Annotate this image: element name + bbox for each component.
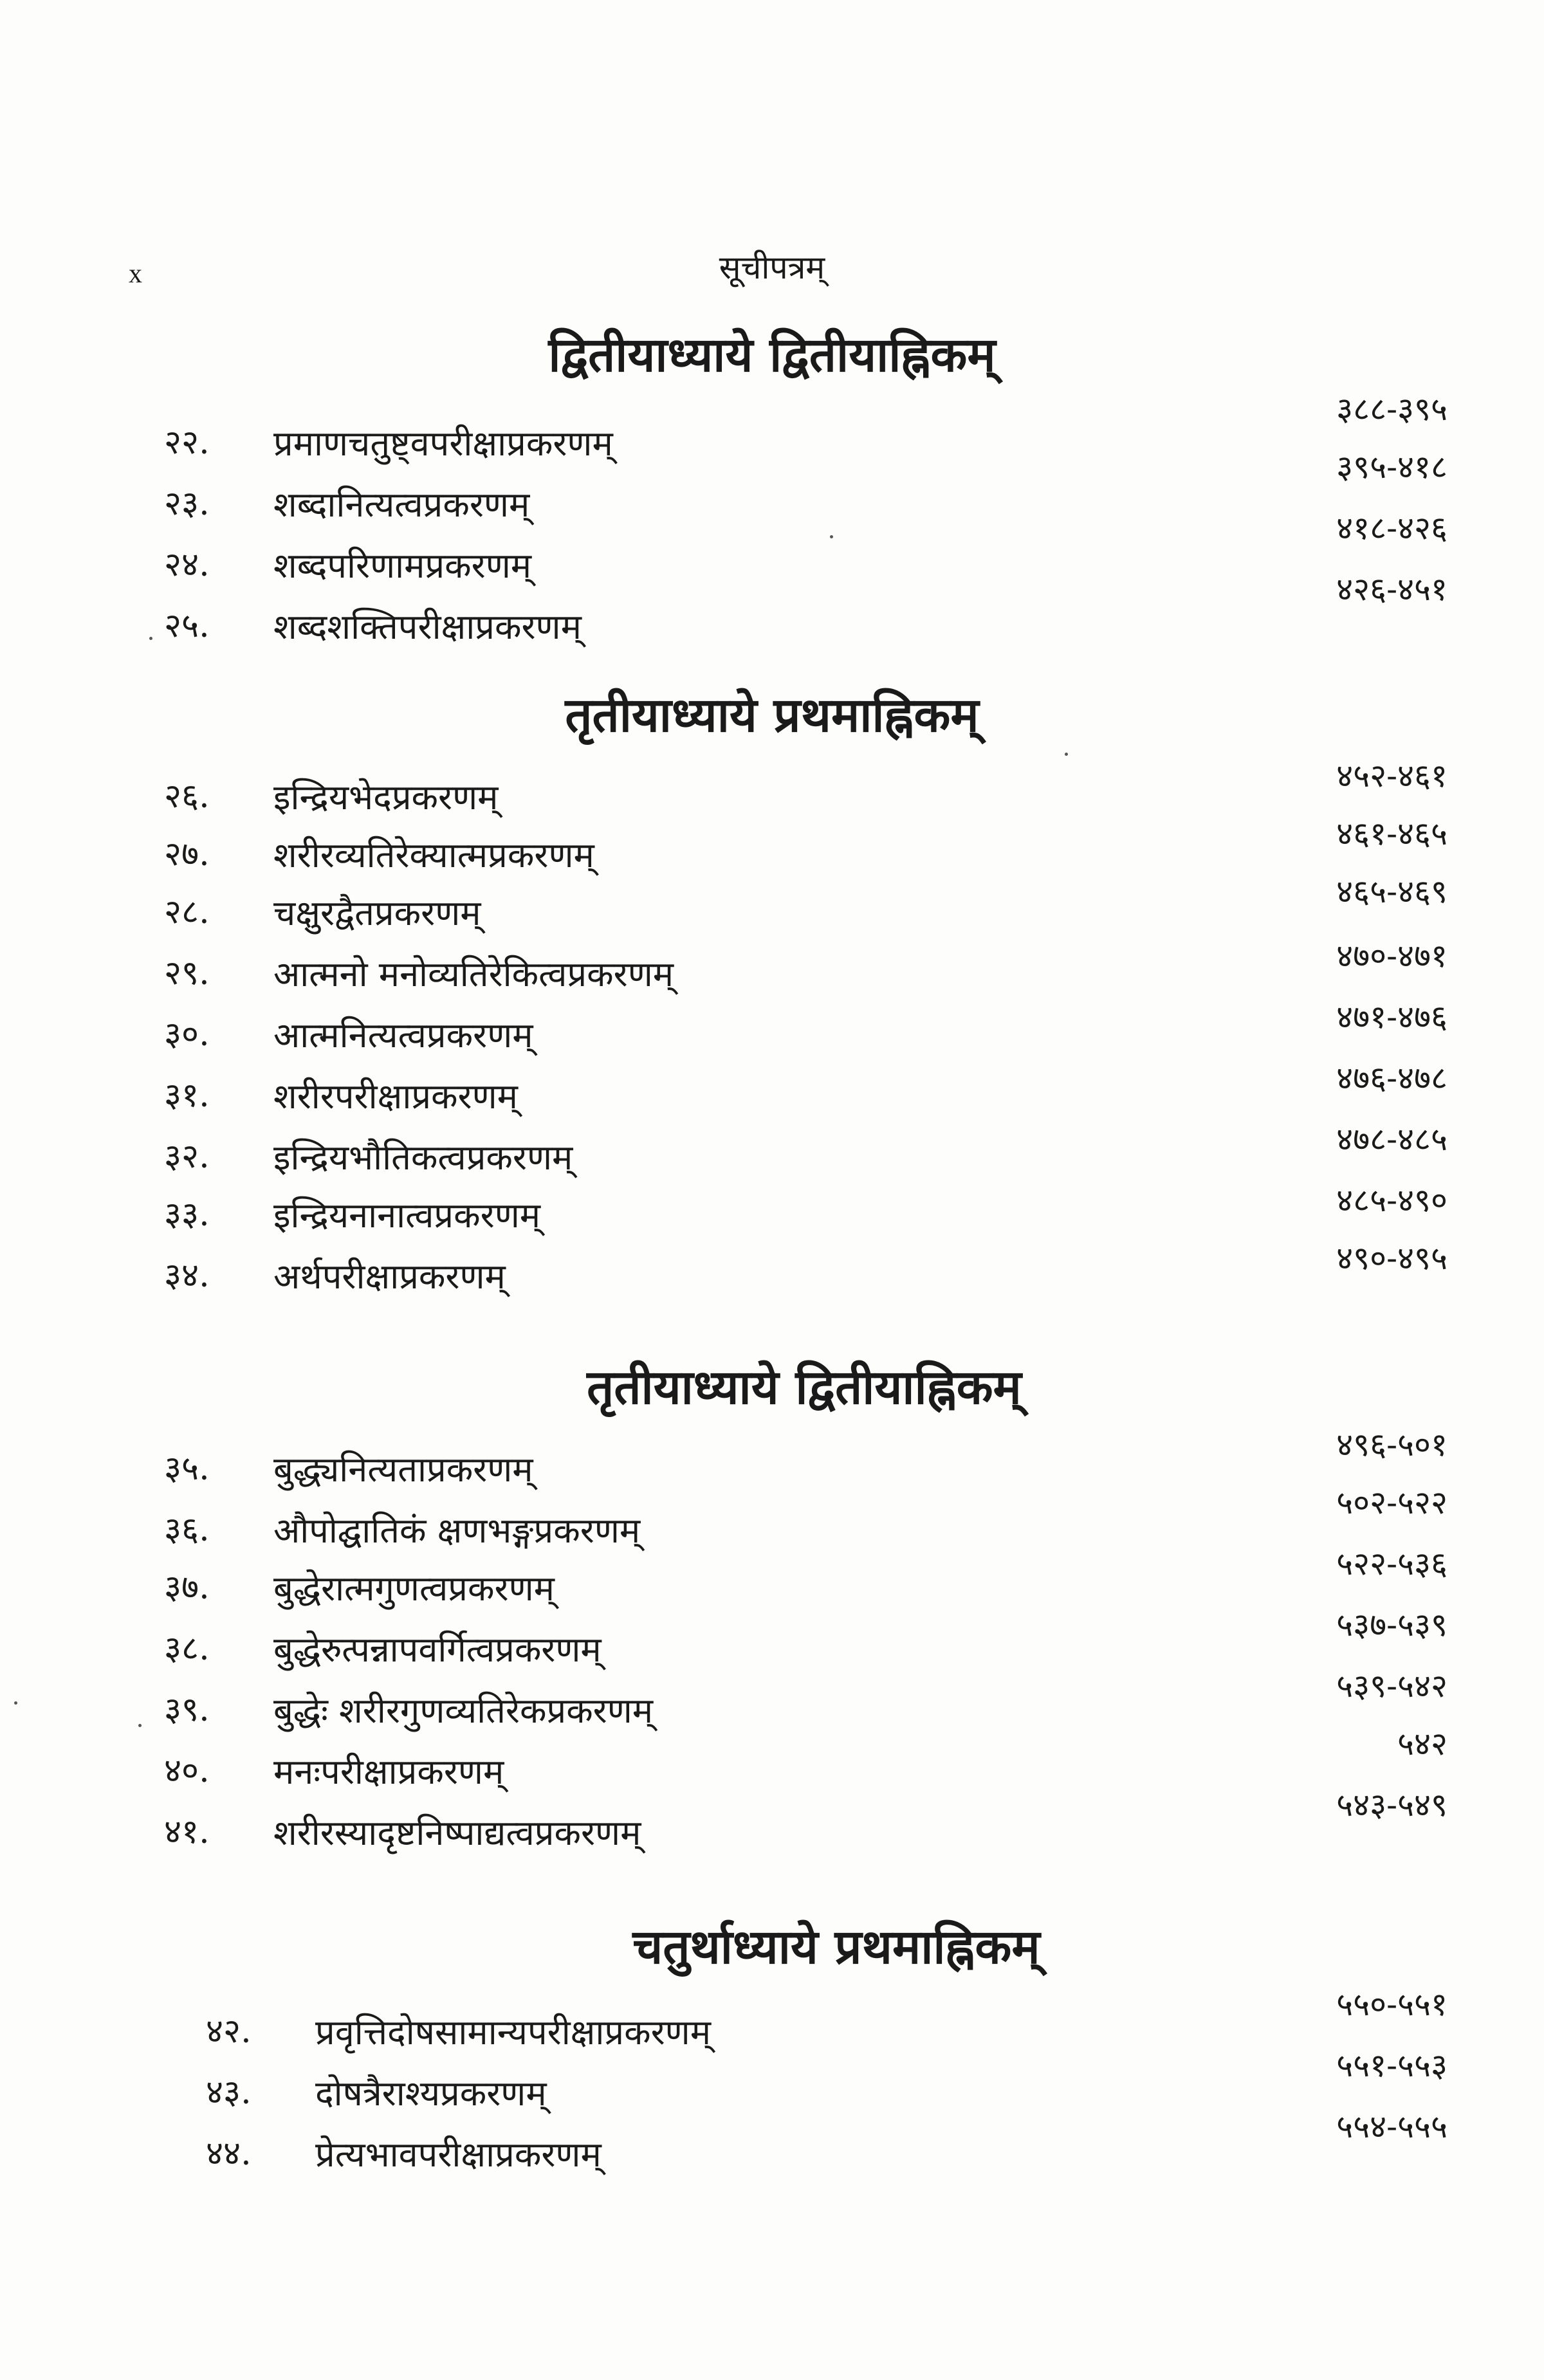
entry-number: २७. [164, 835, 210, 874]
entry-title: आत्मनो मनोव्यतिरेकित्वप्रकरणम् [273, 954, 674, 994]
entry-pages: ५३७-५३९ [1336, 1606, 1448, 1643]
entry-title: शरीरपरीक्षाप्रकरणम् [273, 1076, 518, 1117]
entry-number: ३७. [164, 1568, 210, 1607]
entry-pages: ५५०-५५१ [1336, 1986, 1448, 2023]
entry-title: बुद्धेरुत्पन्नापवर्गित्वप्रकरणम् [273, 1629, 602, 1670]
entry-pages: ४८५-४९० [1336, 1182, 1448, 1219]
entry-number: ३९. [164, 1690, 210, 1729]
entry-pages: ४९६-५०१ [1336, 1426, 1448, 1463]
entry-title: इन्द्रियभौतिकत्वप्रकरणम् [273, 1137, 573, 1178]
entry-pages: ४१८-४२६ [1336, 509, 1448, 547]
entry-pages: ५३९-५४२ [1336, 1667, 1448, 1705]
entry-pages: ४७६-४७८ [1336, 1059, 1448, 1097]
section-heading: चतुर्थाध्याये प्रथमाह्निकम् [632, 1919, 1040, 1975]
entry-pages: ४५२-४६१ [1336, 757, 1448, 794]
entry-number: ४४. [206, 2134, 252, 2173]
scan-speck [830, 535, 833, 538]
entry-pages: ४७१-४७६ [1336, 998, 1448, 1036]
entry-number: २९. [164, 954, 210, 993]
entry-title: शब्दानित्यत्वप्रकरणम् [273, 484, 530, 525]
entry-title: औपोद्घातिकं क्षणभङ्गप्रकरणम् [273, 1510, 641, 1551]
entry-number: ३६. [164, 1510, 210, 1549]
entry-title: शब्दपरिणामप्रकरणम् [273, 545, 532, 586]
entry-number: ४१. [164, 1813, 210, 1851]
entry-number: २३. [164, 484, 210, 523]
running-title: सूचीपत्रम् [719, 249, 825, 286]
entry-title: इन्द्रियनानात्वप्रकरणम् [273, 1195, 541, 1236]
entry-pages: ५४३-५४९ [1336, 1786, 1448, 1824]
entry-title: बुद्धेरात्मगुणत्वप्रकरणम् [273, 1568, 555, 1609]
entry-number: २२. [164, 423, 210, 462]
entry-number: ३०. [164, 1015, 210, 1054]
entry-number: २६. [164, 777, 210, 816]
entry-pages: ४७०-४७१ [1336, 937, 1448, 975]
entry-number: ४०. [164, 1752, 210, 1790]
entry-number: २४. [164, 545, 210, 584]
entry-title: शब्दशक्तिपरीक्षाप्रकरणम् [273, 607, 582, 647]
entry-pages: ३९५-४१८ [1336, 448, 1448, 486]
entry-pages: ५५४-५५५ [1336, 2108, 1448, 2145]
entry-title: प्रमाणचतुष्ट्वपरीक्षाप्रकरणम् [273, 423, 613, 464]
entry-pages: ४२६-४५१ [1336, 571, 1448, 608]
section-heading: द्वितीयाध्याये द्वितीयाह्निकम् [548, 327, 996, 383]
entry-number: ३३. [164, 1195, 210, 1234]
entry-number: ३१. [164, 1076, 210, 1115]
entry-pages: ५०२-५२२ [1336, 1484, 1448, 1521]
entry-number: २५. [164, 607, 210, 645]
scan-speck [1065, 753, 1068, 756]
entry-number: ३५. [164, 1449, 210, 1488]
entry-title: शरीरव्यतिरेक्यात्मप्रकरणम् [273, 835, 594, 875]
scan-speck [149, 637, 152, 640]
page-number: x [129, 259, 142, 289]
entry-title: इन्द्रियभेदप्रकरणम् [273, 777, 499, 818]
entry-number: २८. [164, 893, 210, 931]
entry-pages: ५५१-५५३ [1336, 2047, 1448, 2084]
entry-title: दोषत्रैराश्यप्रकरणम् [315, 2073, 547, 2114]
entry-title: बुद्ध्यनित्यताप्रकरणम् [273, 1449, 533, 1490]
entry-title: बुद्धेः शरीरगुणव्यतिरेकप्रकरणम् [273, 1690, 654, 1731]
entry-number: ४२. [206, 2012, 252, 2051]
section-heading: तृतीयाध्याये द्वितीयाह्निकम् [587, 1360, 1022, 1415]
entry-pages: ४६५-४६९ [1336, 873, 1448, 910]
entry-title: शरीरस्यादृष्टनिष्पाद्यत्वप्रकरणम् [273, 1813, 641, 1853]
entry-pages: ५२२-५३६ [1336, 1545, 1448, 1582]
entry-pages: ४७८-४८५ [1336, 1121, 1448, 1158]
scan-speck [138, 1724, 142, 1727]
entry-number: ३४. [164, 1256, 210, 1295]
entry-title: आत्मनित्यत्वप्रकरणम् [273, 1015, 533, 1056]
entry-pages: ४९०-४९५ [1336, 1240, 1448, 1277]
entry-pages: ४६१-४६५ [1336, 815, 1448, 852]
entry-pages: ३८८-३९५ [1336, 390, 1448, 428]
entry-number: ३८. [164, 1629, 210, 1668]
entry-title: अर्थपरीक्षाप्रकरणम् [273, 1256, 506, 1297]
scan-speck [14, 1701, 17, 1705]
entry-number: ३२. [164, 1137, 210, 1176]
entry-pages: ५४२ [1397, 1725, 1448, 1762]
entry-title: प्रेत्यभावपरीक्षाप्रकरणम् [315, 2134, 602, 2175]
section-heading: तृतीयाध्याये प्रथमाह्निकम् [565, 688, 979, 743]
entry-title: प्रवृत्तिदोषसामान्यपरीक्षाप्रकरणम् [315, 2012, 712, 2053]
entry-title: चक्षुरद्वैतप्रकरणम् [273, 893, 481, 933]
entry-title: मनःपरीक्षाप्रकरणम् [273, 1752, 504, 1792]
entry-number: ४३. [206, 2073, 252, 2112]
